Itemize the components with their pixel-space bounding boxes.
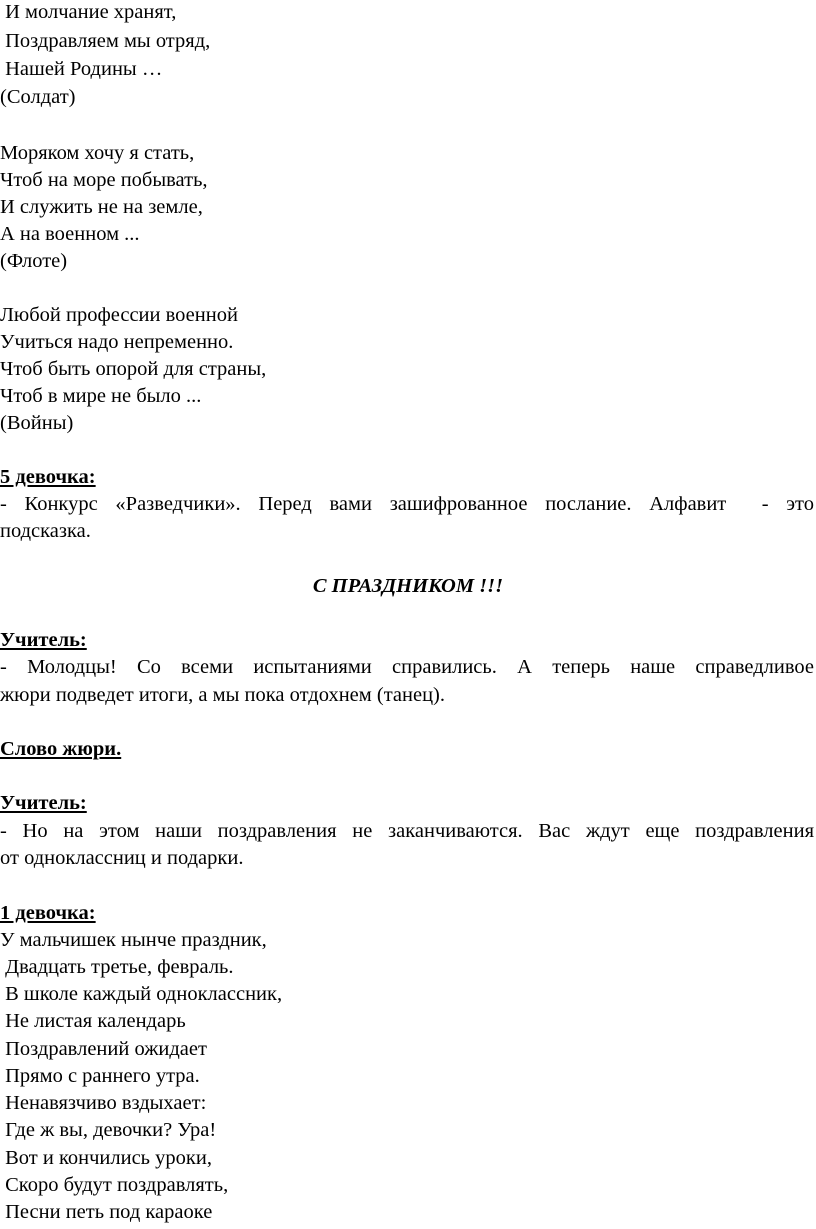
poem-line: Поздравлений ожидает: [0, 1038, 207, 1060]
speech-line: - Конкурс «Разведчики». Перед вами зашифрованное послание. Алфавит - это: [0, 493, 814, 515]
speaker-heading: Учитель:: [0, 629, 87, 651]
section-heading: Слово жюри.: [0, 738, 122, 760]
speech-line: - Молодцы! Со всеми испытаниями справились. А теперь наше справедливое: [0, 656, 814, 678]
speaker-heading: 1 девочка:: [0, 902, 96, 924]
speaker-heading: 5 девочка:: [0, 466, 96, 488]
riddle-answer: (Войны): [0, 412, 74, 434]
riddle-answer: (Солдат): [0, 86, 76, 108]
poem-line: Прямо с раннего утра.: [0, 1065, 200, 1087]
poem-line: Вот и кончились уроки,: [0, 1147, 212, 1169]
poem-line: Поздравляем мы отряд,: [0, 30, 211, 52]
speech-line: от одноклассниц и подарки.: [0, 847, 244, 869]
poem-line: Любой профессии военной: [0, 304, 238, 326]
poem-line: Нашей Родины …: [0, 58, 163, 80]
poem-line: И служить не на земле,: [0, 196, 203, 218]
poem-line: Учиться надо непременно.: [0, 331, 234, 353]
poem-line: Чтоб на море побывать,: [0, 169, 208, 191]
poem-line: И молчание хранят,: [0, 1, 177, 23]
poem-line: Чтоб в мире не было ...: [0, 385, 202, 407]
poem-line: Скоро будут поздравлять,: [0, 1174, 229, 1196]
poem-line: Моряком хочу я стать,: [0, 142, 195, 164]
poem-line: Где ж вы, девочки? Ура!: [0, 1119, 217, 1141]
poem-line: Чтоб быть опорой для страны,: [0, 358, 267, 380]
speech-line: подсказка.: [0, 520, 91, 542]
poem-line: Ненавязчиво вздыхает:: [0, 1092, 207, 1114]
poem-line: Песни петь под караоке: [0, 1201, 213, 1223]
encoded-message: С ПРАЗДНИКОМ !!!: [312, 575, 504, 597]
speech-line: - Но на этом наши поздравления не заканчиваются. Вас ждут еще поздравления: [0, 820, 814, 842]
poem-line: А на военном ...: [0, 223, 140, 245]
poem-line: Двадцать третье, февраль.: [0, 956, 234, 978]
speech-line: жюри подведет итоги, а мы пока отдохнем (танец).: [0, 684, 445, 706]
speaker-heading: Учитель:: [0, 792, 87, 814]
poem-line: Не листая календарь: [0, 1010, 186, 1032]
poem-line: В школе каждый одноклассник,: [0, 983, 283, 1005]
riddle-answer: (Флоте): [0, 250, 68, 272]
poem-line: У мальчишек нынче праздник,: [0, 929, 267, 951]
